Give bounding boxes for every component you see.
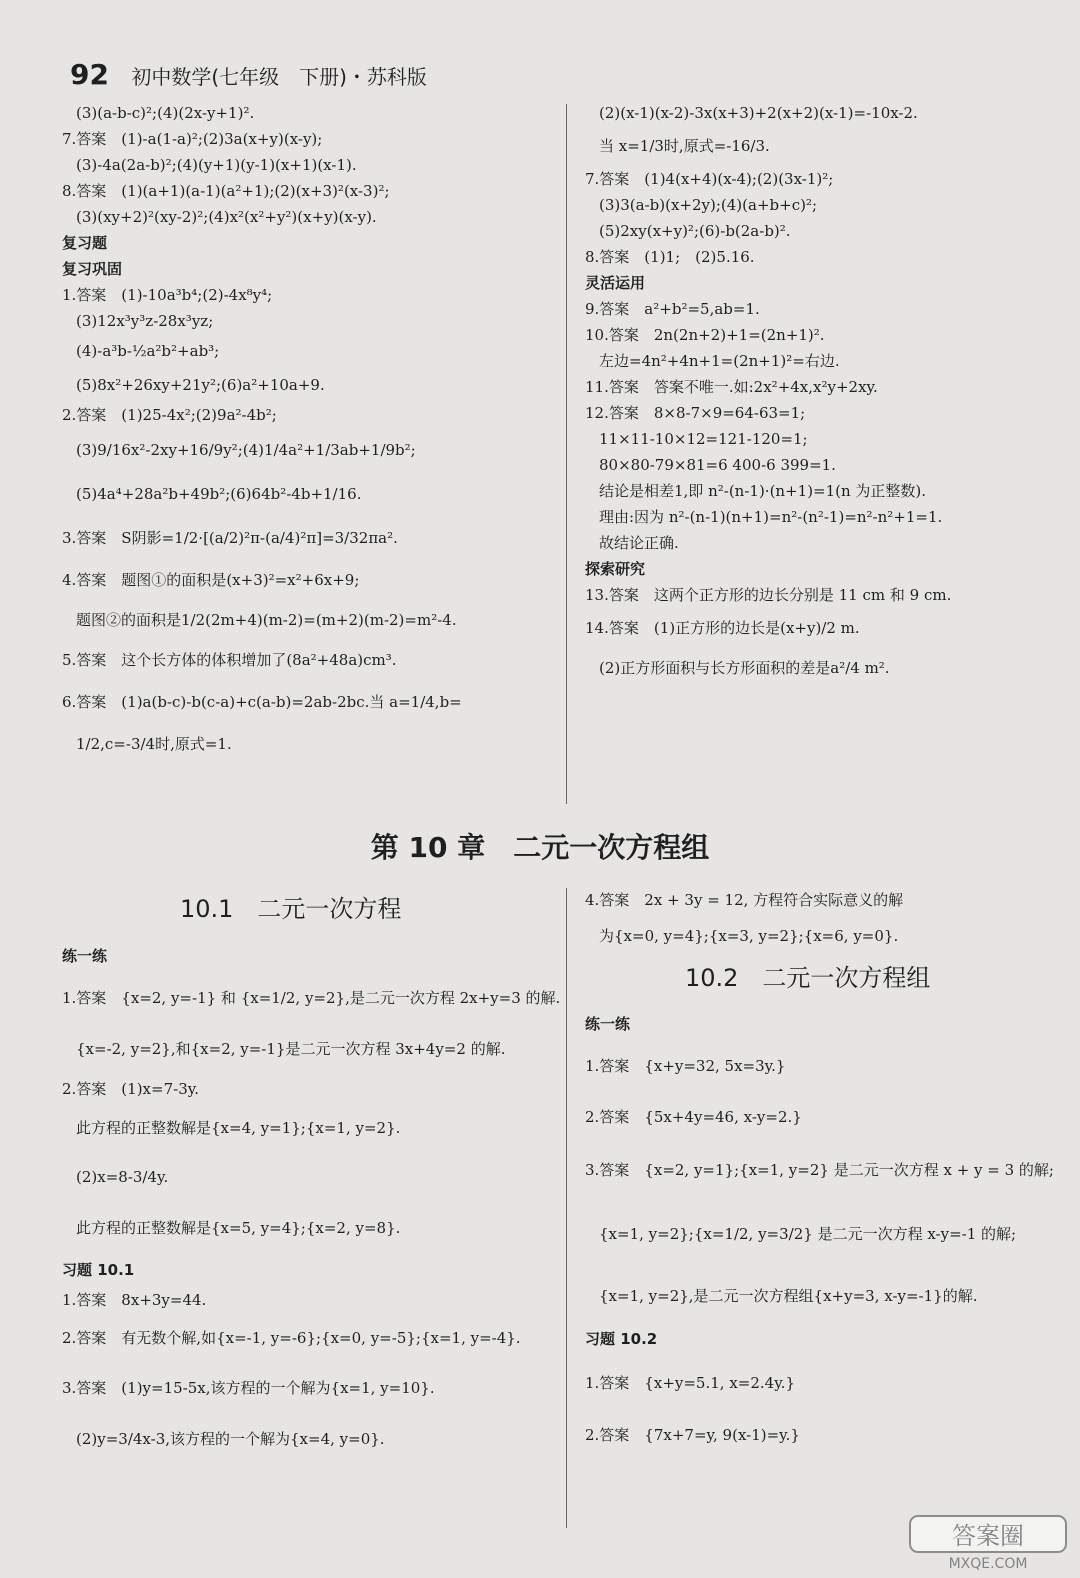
- answer-line: 5.答案 这个长方体的体积增加了(8a²+48a)cm³.: [62, 651, 397, 669]
- answer-line: 为{x=0, y=4};{x=3, y=2};{x=6, y=0}.: [599, 927, 899, 945]
- subsection-heading: 习题 10.1: [62, 1261, 135, 1279]
- answer-line: 13.答案 这两个正方形的边长分别是 11 cm 和 9 cm.: [585, 586, 952, 604]
- answer-line: {x=1, y=2};{x=1/2, y=3/2} 是二元一次方程 x-y=-1 的解;: [599, 1225, 1017, 1243]
- site-watermark-logo: [908, 1512, 1068, 1572]
- answer-line: 7.答案 (1)4(x+4)(x-4);(2)(3x-1)²;: [585, 170, 834, 188]
- answer-line: 当 x=1/3时,原式=-16/3.: [599, 137, 770, 155]
- answer-line: 4.答案 2x + 3y = 12, 方程符合实际意义的解: [585, 891, 904, 909]
- section-title: 10.1 二元一次方程: [180, 895, 402, 923]
- answer-line: 11.答案 答案不唯一.如:2x²+4x,x²y+2xy.: [585, 378, 878, 396]
- answer-line: (3)(xy+2)²(xy-2)²;(4)x²(x²+y²)(x+y)(x-y).: [76, 208, 377, 226]
- answer-line: 10.答案 2n(2n+2)+1=(2n+1)².: [585, 326, 825, 344]
- subsection-heading: 练一练: [62, 947, 108, 965]
- answer-line: (5)8x²+26xy+21y²;(6)a²+10a+9.: [76, 376, 325, 394]
- section-title: 10.2 二元一次方程组: [685, 964, 931, 992]
- answer-line: 3.答案 S阴影=1/2·[(a/2)²π-(a/4)²π]=3/32πa².: [62, 529, 398, 547]
- answer-line: (2)正方形面积与长方形面积的差是a²/4 m².: [599, 659, 890, 677]
- answer-line: (3)3(a-b)(x+2y);(4)(a+b+c)²;: [599, 196, 818, 214]
- answer-line: 故结论正确.: [599, 534, 679, 552]
- left-column-top: [62, 100, 552, 764]
- subsection-heading: 探索研究: [585, 560, 646, 578]
- answer-line: 6.答案 (1)a(b-c)-b(c-a)+c(a-b)=2ab-2bc.当 a=1/4,b=: [62, 693, 462, 711]
- answer-line: 理由:因为 n²-(n-1)(n+1)=n²-(n²-1)=n²-n²+1=1.: [599, 508, 943, 526]
- left-column-bottom: [62, 895, 561, 1464]
- subsection-heading: 灵活运用: [585, 274, 646, 292]
- answer-line: 2.答案 有无数个解,如{x=-1, y=-6};{x=0, y=-5};{x=1, y=-4}.: [62, 1329, 521, 1347]
- answer-line: 2.答案 (1)x=7-3y.: [62, 1080, 199, 1098]
- section-heading: 复习题: [62, 234, 108, 252]
- answer-line: 题图②的面积是1/2(2m+4)(m-2)=(m+2)(m-2)=m²-4.: [76, 611, 457, 629]
- answer-line: (5)4a⁴+28a²b+49b²;(6)64b²-4b+1/16.: [76, 485, 362, 503]
- answer-line: (3)12x³y³z-28x³yz;: [76, 312, 214, 330]
- answer-line: {x=1, y=2},是二元一次方程组{x+y=3, x-y=-1}的解.: [599, 1287, 978, 1305]
- answer-line: (3)-4a(2a-b)²;(4)(y+1)(y-1)(x+1)(x-1).: [76, 156, 357, 174]
- answer-line: (3)(a-b-c)²;(4)(2x-y+1)².: [76, 104, 255, 122]
- answer-line: (4)-a³b-½a²b²+ab³;: [76, 342, 220, 360]
- answer-line: 此方程的正整数解是{x=5, y=4};{x=2, y=8}.: [76, 1219, 401, 1237]
- answer-line: (2)y=3/4x-3,该方程的一个解为{x=4, y=0}.: [76, 1430, 385, 1448]
- page-header: [70, 58, 427, 91]
- answer-line: 1.答案 {x+y=5.1, x=2.4y.}: [585, 1374, 795, 1392]
- subsection-heading: 习题 10.2: [585, 1330, 658, 1348]
- answer-line: 1.答案 (1)-10a³b⁴;(2)-4x⁸y⁴;: [62, 286, 273, 304]
- answer-line: 8.答案 (1)(a+1)(a-1)(a²+1);(2)(x+3)²(x-3)²;: [62, 182, 390, 200]
- right-column-bottom: [585, 885, 1055, 1461]
- column-divider: [566, 888, 567, 1528]
- answer-line: 11×11-10×12=121-120=1;: [599, 430, 808, 448]
- answer-line: 1.答案 {x+y=32, 5x=3y.}: [585, 1057, 786, 1075]
- svg-text:答案圈: 答案圈: [952, 1522, 1024, 1550]
- answer-line: 3.答案 {x=2, y=1};{x=1, y=2} 是二元一次方程 x + y = 3 的解;: [585, 1161, 1054, 1179]
- answer-line: 9.答案 a²+b²=5,ab=1.: [585, 300, 760, 318]
- answer-line: (3)9/16x²-2xy+16/9y²;(4)1/4a²+1/3ab+1/9b²;: [76, 441, 416, 459]
- chapter-title: 第 10 章 二元一次方程组: [370, 831, 710, 864]
- answer-line: {x=-2, y=2},和{x=2, y=-1}是二元一次方程 3x+4y=2 的解.: [76, 1040, 506, 1058]
- answer-line: 1/2,c=-3/4时,原式=1.: [76, 735, 232, 753]
- answer-line: (2)x=8-3/4y.: [76, 1168, 169, 1186]
- answer-line: (5)2xy(x+y)²;(6)-b(2a-b)².: [599, 222, 791, 240]
- subsection-heading: 练一练: [585, 1015, 631, 1033]
- answer-line: 7.答案 (1)-a(1-a)²;(2)3a(x+y)(x-y);: [62, 130, 323, 148]
- subsection-heading: 复习巩固: [62, 260, 123, 278]
- answer-line: 1.答案 8x+3y=44.: [62, 1291, 207, 1309]
- answer-line: 2.答案 (1)25-4x²;(2)9a²-4b²;: [62, 406, 277, 424]
- answer-line: 14.答案 (1)正方形的边长是(x+y)/2 m.: [585, 619, 860, 637]
- book-title: 初中数学(七年级 下册)・苏科版: [131, 65, 427, 89]
- svg-text:MXQE.COM: MXQE.COM: [948, 1556, 1028, 1572]
- answer-line: 80×80-79×81=6 400-6 399=1.: [599, 456, 836, 474]
- column-divider: [566, 104, 567, 804]
- answer-line: 1.答案 {x=2, y=-1} 和 {x=1/2, y=2},是二元一次方程 2x+y=3 的解.: [62, 989, 561, 1007]
- answer-line: (2)(x-1)(x-2)-3x(x+3)+2(x+2)(x-1)=-10x-2.: [599, 104, 918, 122]
- answer-line: 左边=4n²+4n+1=(2n+1)²=右边.: [599, 352, 840, 370]
- answer-line: 3.答案 (1)y=15-5x,该方程的一个解为{x=1, y=10}.: [62, 1379, 435, 1397]
- answer-line: 12.答案 8×8-7×9=64-63=1;: [585, 404, 806, 422]
- answer-line: 结论是相差1,即 n²-(n-1)·(n+1)=1(n 为正整数).: [599, 482, 927, 500]
- answer-line: 此方程的正整数解是{x=4, y=1};{x=1, y=2}.: [76, 1119, 401, 1137]
- page-number: 92: [70, 58, 109, 91]
- right-column-top: [585, 100, 1055, 688]
- answer-line: 4.答案 题图①的面积是(x+3)²=x²+6x+9;: [62, 571, 360, 589]
- answer-line: 8.答案 (1)1; (2)5.16.: [585, 248, 755, 266]
- answer-line: 2.答案 {5x+4y=46, x-y=2.}: [585, 1108, 802, 1126]
- answer-line: 2.答案 {7x+7=y, 9(x-1)=y.}: [585, 1426, 800, 1444]
